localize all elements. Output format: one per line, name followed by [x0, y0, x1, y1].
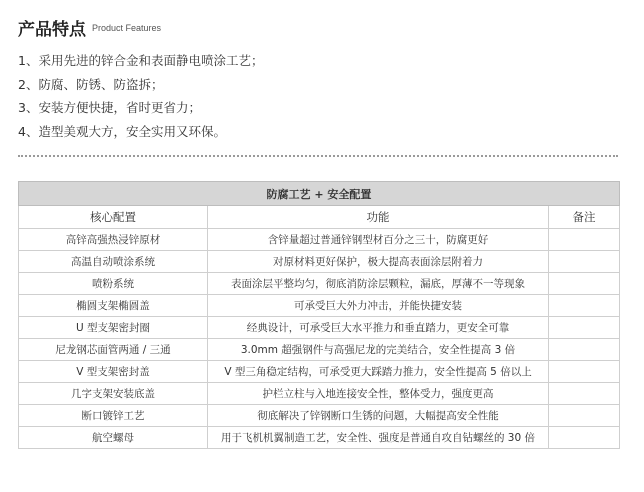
- table-row: [19, 383, 620, 405]
- config-cell: 航空螺母: [19, 427, 208, 449]
- table-row: [19, 405, 620, 427]
- function-cell: 对原材料更好保护，极大提高表面涂层附着力: [208, 251, 549, 273]
- table-row: [19, 317, 620, 339]
- table-row: [19, 361, 620, 383]
- table-caption: 防腐工艺 + 安全配置: [19, 182, 620, 206]
- remark-cell: [549, 317, 620, 339]
- function-cell: 经典设计，可承受巨大水平推力和垂直踏力，更安全可靠: [208, 317, 549, 339]
- feature-list: [18, 49, 618, 143]
- config-cell: 高温自动喷涂系统: [19, 251, 208, 273]
- column-header-remark: 备注: [549, 206, 620, 229]
- column-header-config: 核心配置: [19, 206, 208, 229]
- table-row: [19, 295, 620, 317]
- function-cell: 表面涂层平整均匀，彻底消防涂层颗粒，漏底，厚薄不一等现象: [208, 273, 549, 295]
- table-row: [19, 273, 620, 295]
- feature-item: 4、造型美观大方，安全实用又环保。: [18, 123, 226, 139]
- dotted-divider: [18, 155, 618, 157]
- config-cell: V 型支架密封盖: [19, 361, 208, 383]
- remark-cell: [549, 339, 620, 361]
- column-header-function: 功能: [208, 206, 549, 229]
- remark-cell: [549, 229, 620, 251]
- function-cell: 彻底解决了锌钢断口生锈的问题，大幅提高安全性能: [208, 405, 549, 427]
- function-cell: V 型三角稳定结构，可承受更大踩踏力推力，安全性提高 5 倍以上: [208, 361, 549, 383]
- function-cell: 3.0mm 超强钢件与高强尼龙的完美结合，安全性提高 3 倍: [208, 339, 549, 361]
- config-cell: 椭圆支架椭圆盖: [19, 295, 208, 317]
- remark-cell: [549, 427, 620, 449]
- config-cell: U 型支架密封圈: [19, 317, 208, 339]
- table-row: [19, 251, 620, 273]
- table-caption-row: [19, 182, 620, 206]
- feature-item: 1、采用先进的锌合金和表面静电喷涂工艺；: [18, 53, 264, 68]
- feature-item: 3、安装方便快捷，省时更省力；: [18, 100, 201, 115]
- config-cell: 断口镀锌工艺: [19, 405, 208, 427]
- table-row: [19, 339, 620, 361]
- section-subtitle: Product Features: [92, 23, 162, 33]
- table-row: [19, 229, 620, 251]
- remark-cell: [549, 383, 620, 405]
- function-cell: 可承受巨大外力冲击，并能快捷安装: [208, 295, 549, 317]
- spec-table: [18, 181, 620, 449]
- remark-cell: [549, 251, 620, 273]
- config-cell: 高锌高强热浸锌原材: [19, 229, 208, 251]
- table-header-row: [19, 206, 620, 229]
- config-cell: 尼龙钢芯面管两通 / 三通: [19, 339, 208, 361]
- section-title: 产品特点: [18, 20, 86, 40]
- function-cell: 用于飞机机翼制造工艺，安全性、强度是普通自攻自钻螺丝的 30 倍: [208, 427, 549, 449]
- remark-cell: [549, 295, 620, 317]
- remark-cell: [549, 361, 620, 383]
- remark-cell: [549, 273, 620, 295]
- remark-cell: [549, 405, 620, 427]
- function-cell: 含锌量超过普通锌钢型材百分之三十，防腐更好: [208, 229, 549, 251]
- config-cell: 几字支架安装底盖: [19, 383, 208, 405]
- feature-item: 2、防腐、防锈、防盗拆；: [18, 76, 164, 92]
- table-row: [19, 427, 620, 449]
- function-cell: 护栏立柱与入地连接安全性，整体受力，强度更高: [208, 383, 549, 405]
- config-cell: 喷粉系统: [19, 273, 208, 295]
